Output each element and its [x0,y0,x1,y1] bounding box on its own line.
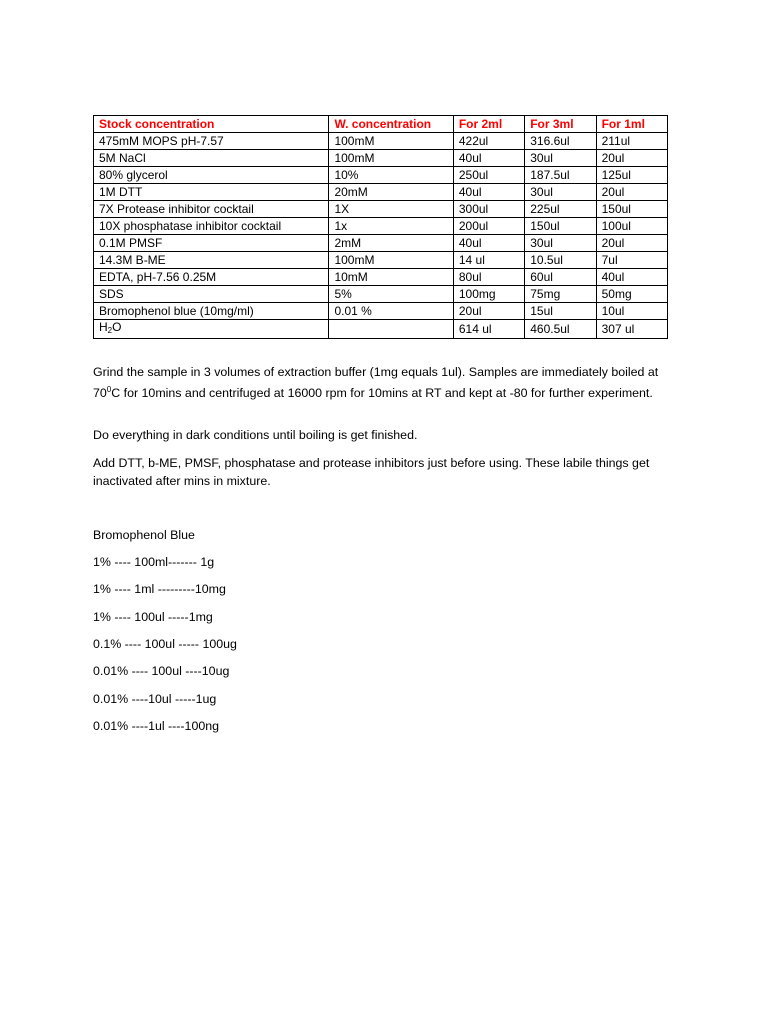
bromophenol-line: 1% ---- 100ul -----1mg [93,610,213,624]
header-for-3ml: For 3ml [525,116,596,133]
grind-text-part2: C for 10mins and centrifuged at 16000 rpm for 10mins at RT and kept at -80 for further experiment. [111,386,653,400]
header-working-concentration: W. concentration [329,116,453,133]
table-row [94,235,668,252]
grind-text-part1: Grind the sample in 3 volumes of extraction buffer (1mg equals 1ul). Samples are immediately boiled at 70 [93,365,659,400]
cell-for-3ml: 150ul [525,218,596,235]
cell-for-1ml: 20ul [596,150,667,167]
table-row [94,252,668,269]
header-for-2ml: For 2ml [453,116,524,133]
paragraph-dark-conditions: Do everything in dark conditions until boiling is get finished. [93,428,418,442]
cell-for-1ml: 10ul [596,303,667,320]
cell-w-conc [329,320,453,339]
cell-stock-water [94,320,329,339]
cell-for-2ml: 80ul [453,269,524,286]
cell-stock: 14.3M B-ME [94,252,329,269]
header-for-1ml: For 1ml [596,116,667,133]
table-row [94,150,668,167]
cell-for-3ml: 187.5ul [525,167,596,184]
cell-stock: 475mM MOPS pH-7.57 [94,133,329,150]
cell-stock: Bromophenol blue (10mg/ml) [94,303,329,320]
bromophenol-line: 0.01% ----1ul ----100ng [93,719,220,733]
cell-for-2ml: 200ul [453,218,524,235]
cell-for-3ml: 30ul [525,184,596,201]
cell-for-3ml: 225ul [525,201,596,218]
cell-for-3ml: 30ul [525,150,596,167]
paragraph-labile-inhibitors: Add DTT, b-ME, PMSF, phosphatase and protease inhibitors just before using. These labile things get inactivated after mins in mixture. [93,456,650,488]
cell-for-2ml: 20ul [453,303,524,320]
cell-for-3ml: 316.6ul [525,133,596,150]
cell-w-conc: 5% [329,286,453,303]
cell-w-conc: 20mM [329,184,453,201]
cell-w-conc: 100mM [329,150,453,167]
bromophenol-line: 1% ---- 1ml ---------10mg [93,582,226,596]
table-row [94,184,668,201]
cell-for-1ml: 7ul [596,252,667,269]
paragraph-grind-instructions [93,363,678,402]
cell-for-2ml: 614 ul [453,320,524,339]
bromophenol-line: 0.01% ----10ul -----1ug [93,692,217,706]
cell-w-conc: 10% [329,167,453,184]
cell-for-1ml: 100ul [596,218,667,235]
bromophenol-line: 0.01% ---- 100ul ----10ug [93,664,230,678]
bromophenol-title: Bromophenol Blue [93,528,195,542]
water-subscript: 2 [107,326,113,335]
degree-superscript: 0 [106,385,112,394]
cell-for-2ml: 250ul [453,167,524,184]
table-row [94,286,668,303]
table-row [94,133,668,150]
cell-for-2ml: 422ul [453,133,524,150]
cell-stock: SDS [94,286,329,303]
cell-stock: 80% glycerol [94,167,329,184]
table-row [94,167,668,184]
cell-w-conc: 100mM [329,252,453,269]
bromophenol-line: 1% ---- 100ml------- 1g [93,555,215,569]
cell-w-conc: 1X [329,201,453,218]
cell-w-conc: 10mM [329,269,453,286]
table-row [94,269,668,286]
cell-for-3ml: 10.5ul [525,252,596,269]
cell-for-3ml: 75mg [525,286,596,303]
cell-stock: 1M DTT [94,184,329,201]
cell-for-3ml: 460.5ul [525,320,596,339]
cell-for-1ml: 150ul [596,201,667,218]
table-row [94,201,668,218]
cell-for-2ml: 40ul [453,184,524,201]
cell-stock: EDTA, pH-7.56 0.25M [94,269,329,286]
cell-for-1ml: 211ul [596,133,667,150]
cell-for-2ml: 40ul [453,150,524,167]
cell-stock: 5M NaCl [94,150,329,167]
cell-for-3ml: 15ul [525,303,596,320]
cell-for-3ml: 60ul [525,269,596,286]
cell-for-3ml: 30ul [525,235,596,252]
table-row [94,303,668,320]
cell-for-2ml: 100mg [453,286,524,303]
cell-w-conc: 2mM [329,235,453,252]
table-header-row [94,116,668,133]
cell-w-conc: 100mM [329,133,453,150]
cell-for-1ml: 307 ul [596,320,667,339]
buffer-recipe-table [93,115,668,339]
cell-for-1ml: 40ul [596,269,667,286]
table-row-water [94,320,668,339]
header-stock-concentration: Stock concentration [94,116,329,133]
cell-for-1ml: 125ul [596,167,667,184]
cell-for-2ml: 300ul [453,201,524,218]
cell-for-2ml: 14 ul [453,252,524,269]
cell-for-1ml: 50mg [596,286,667,303]
water-o: O [112,320,122,334]
cell-for-1ml: 20ul [596,235,667,252]
cell-stock: 10X phosphatase inhibitor cocktail [94,218,329,235]
water-h: H [99,320,108,334]
cell-w-conc: 0.01 % [329,303,453,320]
cell-for-2ml: 40ul [453,235,524,252]
cell-for-1ml: 20ul [596,184,667,201]
table-row [94,218,668,235]
cell-stock: 0.1M PMSF [94,235,329,252]
cell-w-conc: 1x [329,218,453,235]
cell-stock: 7X Protease inhibitor cocktail [94,201,329,218]
bromophenol-line: 0.1% ---- 100ul ----- 100ug [93,637,237,651]
